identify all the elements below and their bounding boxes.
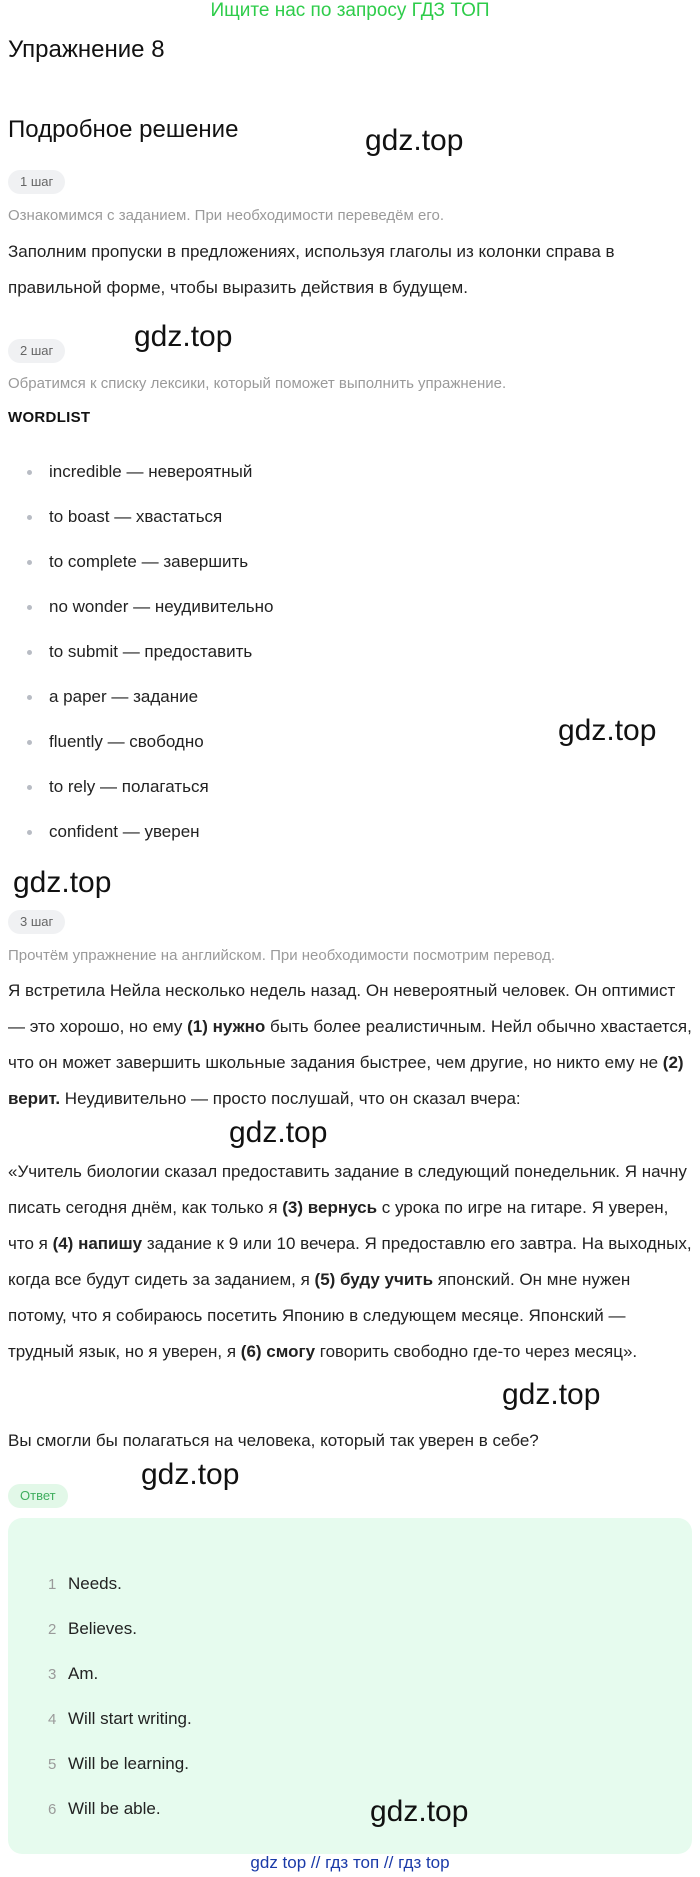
wordlist-item xyxy=(0,722,600,767)
page-title: Упражнение 8 xyxy=(8,36,165,63)
watermark: gdz.top xyxy=(134,320,233,353)
wordlist-item-text: a paper — задание xyxy=(49,687,199,706)
answer-mark-1: (1) нужно xyxy=(187,1017,266,1036)
wordlist-item xyxy=(0,632,600,677)
watermark: gdz.top xyxy=(141,1458,240,1491)
answer-item: 4 Will start writing. xyxy=(48,1709,192,1728)
watermark: gdz.top xyxy=(365,124,464,157)
wordlist-item-text: to rely — полагаться xyxy=(49,777,209,796)
step-3-paragraph-2: «Учитель биологии сказал предоставить задание в следующий понедельник. Я начну писать сегодня днём, как только я (3) вернусь с урока по игре на гитаре. Я уверен, что я (4) напишу задание к 9 или 10 вечера. Я предоставлю его завтра. На выходных, когда все будут сидеть за заданием, я (5) буду учить японский. Он мне нужен потому, что я собираюсь посетить Японию в следующем месяце. Японский — трудный язык, но я уверен, я (6) смогу говорить свободно где-то через месяц». xyxy=(8,1162,692,1361)
wordlist xyxy=(0,452,600,857)
wordlist-item xyxy=(0,677,600,722)
answer-item: 1 Needs. xyxy=(48,1574,122,1593)
answer-list xyxy=(48,1564,192,1834)
solution-heading: Подробное решение xyxy=(8,116,239,143)
step-3-hint: Прочтём упражнение на английском. При необходимости посмотрим перевод. xyxy=(8,947,556,964)
watermark: gdz.top xyxy=(229,1116,328,1149)
answer-badge: Ответ xyxy=(8,1484,68,1508)
answer-item: 3 Am. xyxy=(48,1664,99,1683)
bullet-icon xyxy=(27,695,32,700)
wordlist-item-text: to submit — предоставить xyxy=(49,642,253,661)
wordlist-item xyxy=(0,542,600,587)
bullet-icon xyxy=(27,515,32,520)
wordlist-item-text: incredible — невероятный xyxy=(49,462,253,481)
step-3-question: Вы смогли бы полагаться на человека, который так уверен в себе? xyxy=(8,1431,539,1450)
wordlist-heading: WORDLIST xyxy=(8,409,91,426)
wordlist-item-text: to boast — хвастаться xyxy=(49,507,223,526)
wordlist-item xyxy=(0,812,600,857)
watermark: gdz.top xyxy=(370,1795,469,1828)
bullet-icon xyxy=(27,605,32,610)
wordlist-item xyxy=(0,497,600,542)
answer-box xyxy=(8,1518,692,1854)
answer-item: 2 Believes. xyxy=(48,1619,137,1638)
answer-mark-3: (3) вернусь xyxy=(282,1198,378,1217)
wordlist-item xyxy=(0,767,600,812)
step-3-paragraph-1: Я встретила Нейла несколько недель назад. Он невероятный человек. Он оптимист — это хорошо, но ему (1) нужно быть более реалистичным. Нейл обычно хвастается, что он может завершить школьные задания быстрее, чем другие, но никто ему не (2) верит. Неудивительно — просто послушай, что он сказал вчера: xyxy=(8,981,692,1108)
step-1-hint: Ознакомимся с заданием. При необходимости переведём его. xyxy=(8,207,444,224)
step-1-text: Заполним пропуски в предложениях, используя глаголы из колонки справа в правильной форме, чтобы выразить действия в будущем. xyxy=(8,242,615,297)
bullet-icon xyxy=(27,560,32,565)
bullet-icon xyxy=(27,470,32,475)
answer-item: 6 Will be able. xyxy=(48,1799,161,1818)
watermark: gdz.top xyxy=(558,714,657,747)
wordlist-item-text: no wonder — неудивительно xyxy=(49,597,274,616)
answer-mark-6: (6) смогу xyxy=(240,1342,316,1361)
watermark: gdz.top xyxy=(502,1378,601,1411)
footer-links[interactable]: gdz top // гдз топ // гдз top xyxy=(250,1853,450,1872)
search-hint-link[interactable]: Ищите нас по запросу ГДЗ ТОП xyxy=(210,0,490,21)
bullet-icon xyxy=(27,785,32,790)
wordlist-item xyxy=(0,587,600,632)
wordlist-item-text: fluently — свободно xyxy=(49,732,204,751)
wordlist-item xyxy=(0,452,600,497)
bullet-icon xyxy=(27,650,32,655)
step-2-hint: Обратимся к списку лексики, который поможет выполнить упражнение. xyxy=(8,375,507,392)
bullet-icon xyxy=(27,830,32,835)
answer-mark-5: (5) буду учить xyxy=(314,1270,434,1289)
step-3-badge: 3 шаг xyxy=(8,910,65,934)
step-2-badge: 2 шаг xyxy=(8,339,65,363)
bullet-icon xyxy=(27,740,32,745)
watermark: gdz.top xyxy=(13,866,112,899)
step-1-badge: 1 шаг xyxy=(8,170,65,194)
wordlist-item-text: confident — уверен xyxy=(49,822,200,841)
wordlist-item-text: to complete — завершить xyxy=(49,552,249,571)
answer-mark-4: (4) напишу xyxy=(52,1234,143,1253)
answer-mark-2: (2) верит. xyxy=(8,1053,684,1108)
answer-item: 5 Will be learning. xyxy=(48,1754,189,1773)
